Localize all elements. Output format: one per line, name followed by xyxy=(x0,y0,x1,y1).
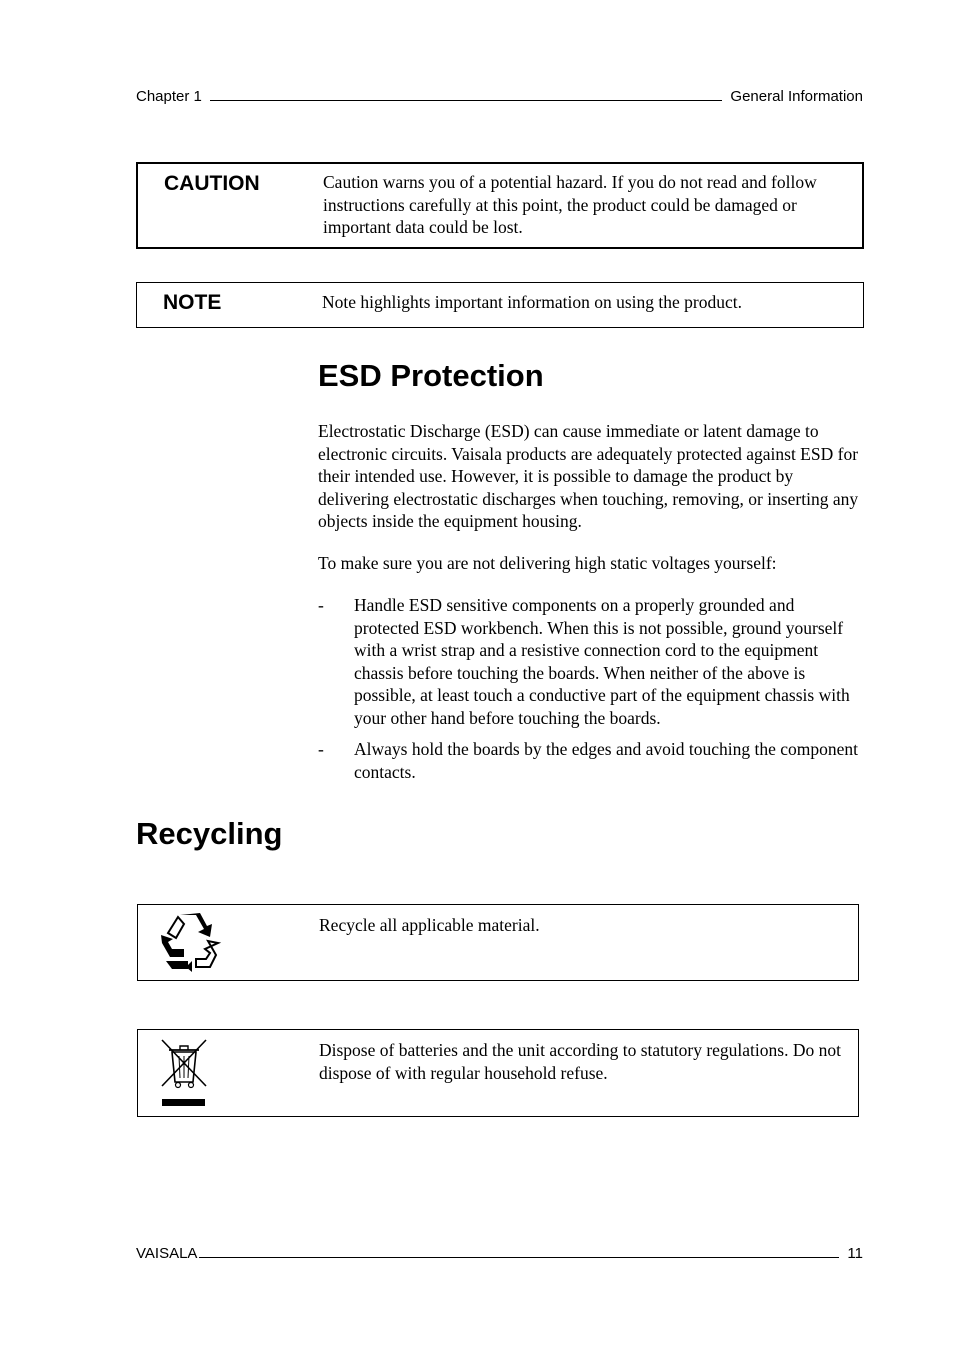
crossed-out-bin-icon xyxy=(158,1038,210,1110)
note-box xyxy=(136,282,864,328)
note-label: NOTE xyxy=(163,291,222,314)
caution-text: Caution warns you of a potential hazard. If you do not read and follow instructions carefully at this point, the product could be damaged or important data could be lost. xyxy=(323,172,817,237)
bullet-text: Handle ESD sensitive components on a properly grounded and protected ESD workbench. When this is not possible, ground yourself with a wrist strap and a resistive connection cord to the equipment chassis before touching the boards. When neither of the above is possible, at least touch a conductive part of the equipment chassis with your other hand before touching the boards. xyxy=(354,595,850,728)
page-header xyxy=(136,86,863,105)
recycle-box xyxy=(137,904,859,981)
footer-rule xyxy=(199,1243,839,1258)
recycle-icon xyxy=(158,911,222,973)
bullet-text: Always hold the boards by the edges and avoid touching the component contacts. xyxy=(354,739,858,782)
recycle-text: Recycle all applicable material. xyxy=(319,915,540,935)
bullet-marker: - xyxy=(318,595,324,615)
note-text: Note highlights important information on using the product. xyxy=(322,292,742,312)
dispose-text: Dispose of batteries and the unit according to statutory regulations. Do not dispose of with regular household refuse. xyxy=(319,1040,841,1083)
header-rule xyxy=(210,86,723,101)
bullet-marker: - xyxy=(318,739,324,759)
page-number: 11 xyxy=(847,1245,863,1262)
esd-heading: ESD Protection xyxy=(318,358,544,393)
caution-label: CAUTION xyxy=(164,172,260,195)
caution-box xyxy=(136,162,864,249)
footer-brand: VAISALA xyxy=(136,1245,198,1262)
dispose-box xyxy=(137,1029,859,1117)
esd-paragraph-2: To make sure you are not delivering high static voltages yourself: xyxy=(318,553,777,573)
page-footer xyxy=(136,1243,863,1262)
header-chapter: Chapter 1 xyxy=(136,88,202,105)
recycling-heading: Recycling xyxy=(136,816,283,851)
esd-paragraph-1: Electrostatic Discharge (ESD) can cause immediate or latent damage to electronic circuits. Vaisala products are adequately protected against ESD for their intended use. However, it is possible to damage the product by delivering electrostatic discharges when touching, removing, or inserting any objects inside the equipment housing. xyxy=(318,421,859,531)
header-section: General Information xyxy=(730,88,863,105)
